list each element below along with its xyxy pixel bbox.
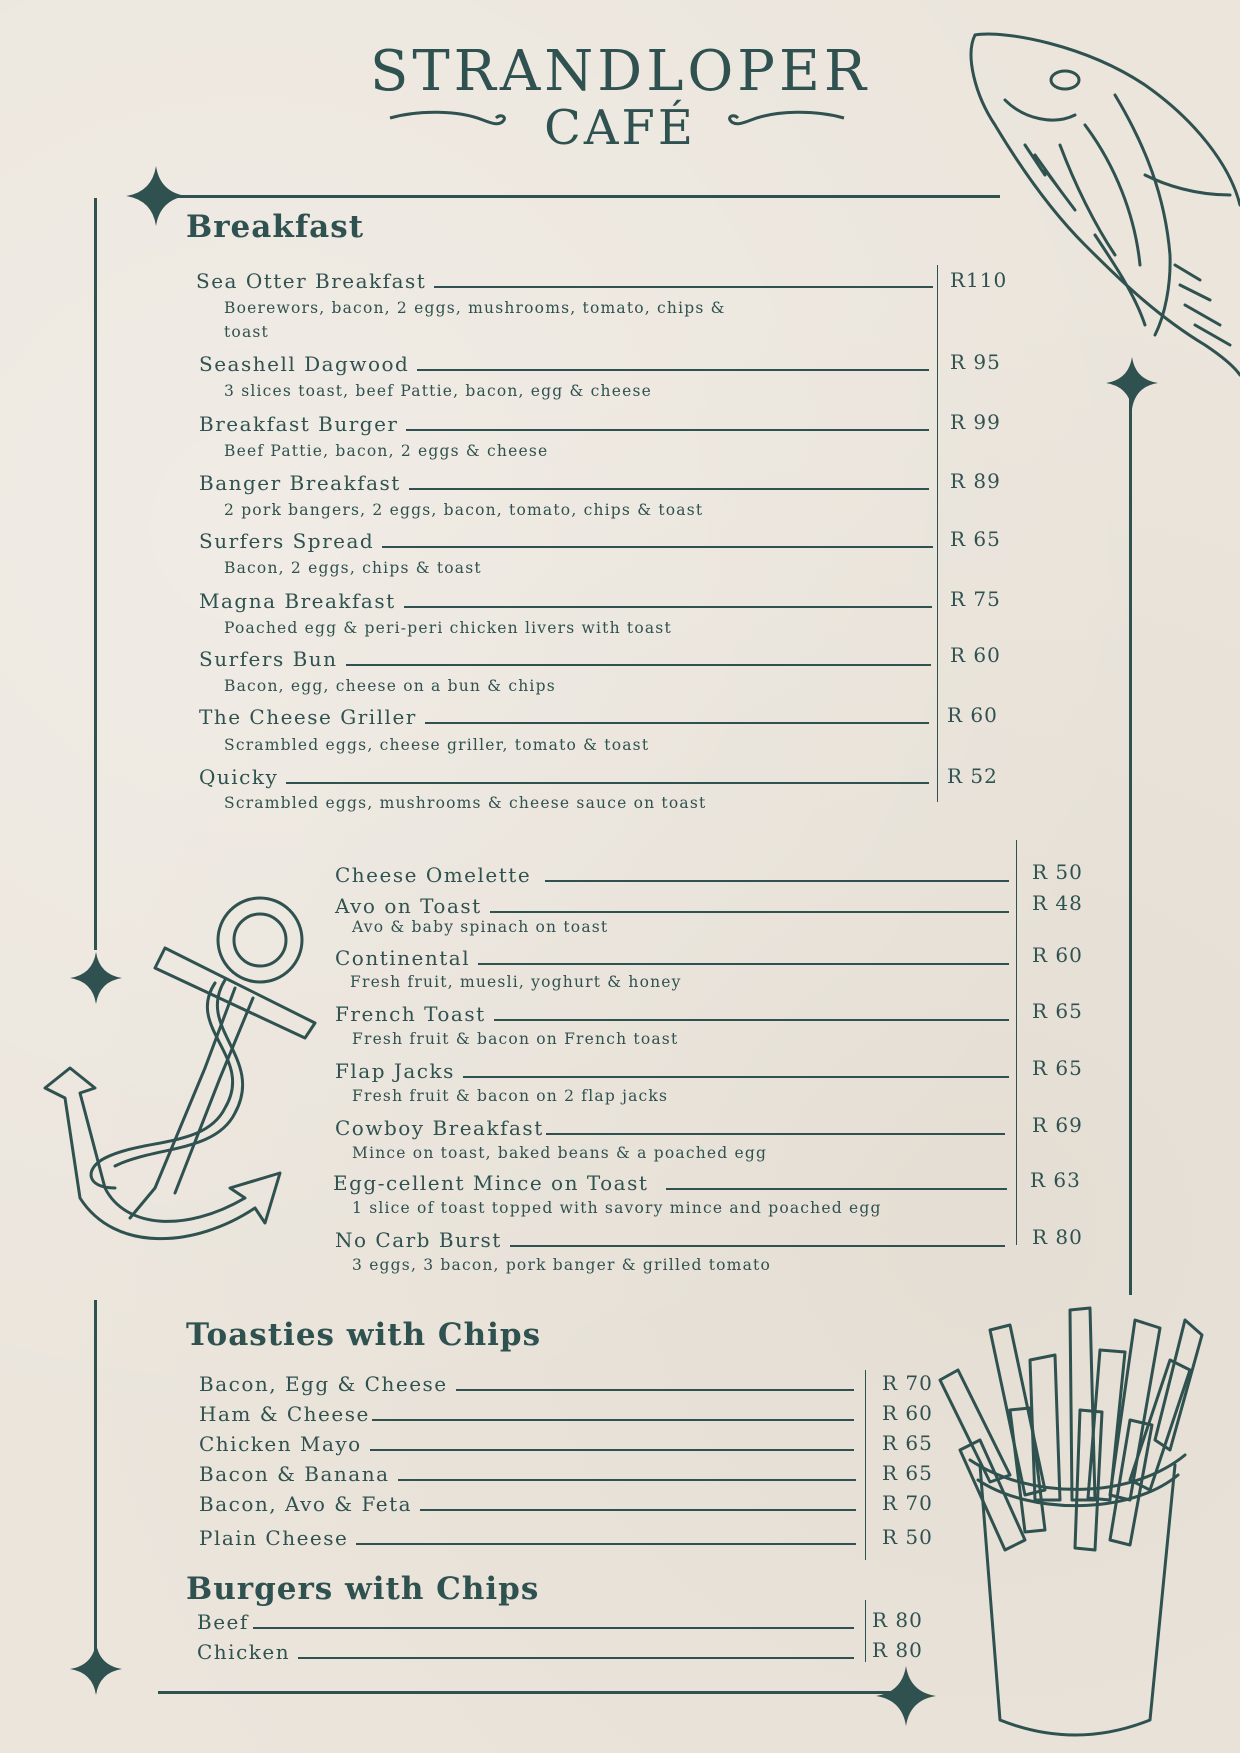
item-description: Bacon, 2 eggs, chips & toast [224, 559, 482, 577]
menu-item [199, 1398, 854, 1424]
burgers-price-divider [865, 1600, 866, 1662]
leader-line [494, 1019, 1009, 1021]
item-price: R 50 [882, 1525, 933, 1549]
item-description: Beef Pattie, bacon, 2 eggs & cheese [224, 442, 549, 460]
menu-item [335, 942, 1009, 968]
item-description: Fresh fruit, muesli, yoghurt & honey [350, 973, 682, 991]
frame-top-rule [150, 195, 1000, 198]
leader-line [398, 1479, 857, 1481]
item-description: Poached egg & peri-peri chicken livers with toast [224, 619, 672, 637]
item-name: Bacon, Avo & Feta [199, 1492, 413, 1516]
item-name: Bacon & Banana [199, 1462, 390, 1486]
menu-item [199, 1458, 856, 1484]
toasties-section-title: Toasties with Chips [186, 1317, 542, 1353]
item-price: R 80 [872, 1608, 923, 1632]
fries-icon [930, 1300, 1220, 1753]
menu-item [199, 467, 929, 493]
item-price: R 63 [1030, 1168, 1081, 1192]
leader-line [456, 1389, 854, 1391]
anchor-icon [25, 888, 315, 1273]
item-price: R 60 [1032, 943, 1083, 967]
item-price: R 70 [882, 1491, 933, 1515]
item-name: The Cheese Griller [199, 705, 417, 729]
menu-item [199, 1428, 854, 1454]
item-price: R 99 [950, 410, 1001, 434]
leader-line [409, 488, 929, 490]
leader-line [372, 1419, 854, 1421]
item-description: 1 slice of toast topped with savory mince and poached egg [352, 1199, 882, 1217]
breakfast-price-divider [937, 265, 938, 802]
leader-line [490, 911, 1009, 913]
sparkle-icon [876, 1666, 936, 1726]
item-price: R 60 [950, 643, 1001, 667]
menu-item [333, 1167, 1007, 1193]
item-description: Fresh fruit & bacon on 2 flap jacks [352, 1087, 669, 1105]
item-name: Continental [335, 946, 471, 970]
item-price: R 60 [882, 1401, 933, 1425]
item-name: Chicken [197, 1640, 291, 1664]
item-name: Seashell Dagwood [199, 352, 410, 376]
menu-item [335, 1055, 1009, 1081]
menu-item [197, 1606, 854, 1632]
burgers-section-title: Burgers with Chips [186, 1571, 540, 1607]
item-description: toast [224, 323, 269, 341]
leader-line [346, 664, 931, 666]
item-price: R 52 [947, 764, 998, 788]
menu-item [199, 348, 929, 374]
item-name: Surfers Spread [199, 529, 375, 553]
item-price: R 65 [950, 527, 1001, 551]
item-name: No Carb Burst [335, 1228, 502, 1252]
item-price: R 65 [882, 1461, 933, 1485]
menu-item [196, 265, 933, 291]
menu-item [199, 761, 929, 787]
menu-item [335, 859, 1009, 885]
item-price: R 65 [1032, 1056, 1083, 1080]
item-name: Flap Jacks [335, 1059, 455, 1083]
menu-item [199, 408, 929, 434]
item-name: Banger Breakfast [199, 471, 401, 495]
sparkle-icon [70, 1643, 122, 1695]
sparkle-icon [126, 166, 186, 226]
menu-item [335, 890, 1009, 916]
leader-line [463, 1076, 1009, 1078]
menu-item [199, 1522, 856, 1548]
leader-line [420, 1509, 856, 1511]
item-description: Avo & baby spinach on toast [352, 918, 609, 936]
item-name: French Toast [335, 1002, 486, 1026]
leader-line [425, 722, 929, 724]
menu-item [199, 525, 933, 551]
cafe-title-line1: STRANDLOPER [369, 39, 871, 104]
item-name: Breakfast Burger [199, 412, 399, 436]
item-name: Sea Otter Breakfast [196, 269, 427, 293]
leader-line [545, 880, 1009, 882]
flourish-right-icon [726, 108, 846, 138]
item-price: R 65 [882, 1431, 933, 1455]
leader-line [510, 1245, 1005, 1247]
item-description: 2 pork bangers, 2 eggs, bacon, tomato, chips & toast [224, 501, 704, 519]
leader-line [253, 1627, 854, 1629]
flourish-left-icon [388, 108, 508, 138]
item-price: R 95 [950, 350, 1001, 374]
menu-item [199, 1488, 856, 1514]
frame-left-rule-lower [94, 1300, 97, 1660]
item-name: Magna Breakfast [199, 589, 396, 613]
item-price: R 70 [882, 1371, 933, 1395]
menu-item [199, 1368, 854, 1394]
item-description: Scrambled eggs, mushrooms & cheese sauce on toast [224, 794, 707, 812]
leader-line [666, 1188, 1007, 1190]
leader-line [404, 606, 932, 608]
leader-line [382, 546, 933, 548]
item-description: 3 eggs, 3 bacon, pork banger & grilled tomato [352, 1256, 771, 1274]
menu-item [199, 585, 932, 611]
toasties-price-divider [865, 1370, 866, 1560]
leader-line [286, 782, 929, 784]
frame-right-rule [1129, 390, 1132, 1295]
leader-line [356, 1543, 856, 1545]
leader-line [417, 369, 929, 371]
item-name: Plain Cheese [199, 1526, 349, 1550]
breakfast2-price-divider [1016, 840, 1017, 1245]
menu-item [197, 1636, 854, 1662]
item-name: Egg-cellent Mince on Toast [333, 1171, 649, 1195]
item-price: R 65 [1032, 999, 1083, 1023]
item-name: Avo on Toast [335, 894, 482, 918]
frame-bottom-rule [158, 1691, 918, 1694]
menu-item [335, 1224, 1005, 1250]
item-name: Cheese Omelette [335, 863, 532, 887]
item-name: Surfers Bun [199, 647, 338, 671]
fish-icon [965, 25, 1240, 405]
leader-line [370, 1449, 854, 1451]
leader-line [298, 1657, 854, 1659]
frame-left-rule-upper [94, 198, 97, 950]
leader-line [406, 429, 929, 431]
item-price: R 50 [1032, 860, 1083, 884]
item-price: R 75 [950, 587, 1001, 611]
leader-line [434, 286, 933, 288]
item-price: R 48 [1032, 891, 1083, 915]
item-description: Mince on toast, baked beans & a poached egg [352, 1144, 768, 1162]
item-description: Scrambled eggs, cheese griller, tomato & toast [224, 736, 650, 754]
menu-item [199, 643, 931, 669]
item-description: Bacon, egg, cheese on a bun & chips [224, 677, 556, 695]
item-price: R110 [950, 268, 1008, 292]
item-price: R 80 [872, 1638, 923, 1662]
item-price: R 60 [947, 703, 998, 727]
item-name: Cowboy Breakfast [335, 1116, 544, 1140]
item-description: Fresh fruit & bacon on French toast [352, 1030, 679, 1048]
menu-item [335, 998, 1009, 1024]
leader-line [546, 1133, 1005, 1135]
item-price: R 69 [1032, 1113, 1083, 1137]
item-price: R 80 [1032, 1225, 1083, 1249]
item-name: Quicky [199, 765, 279, 789]
cafe-title-line2: CAFÉ [544, 100, 696, 156]
item-description: Boerewors, bacon, 2 eggs, mushrooms, tomato, chips & [224, 299, 726, 317]
leader-line [478, 963, 1009, 965]
item-name: Ham & Cheese [199, 1402, 370, 1426]
breakfast-section-title: Breakfast [186, 209, 365, 245]
item-price: R 89 [950, 469, 1001, 493]
item-name: Chicken Mayo [199, 1432, 362, 1456]
item-description: 3 slices toast, beef Pattie, bacon, egg & cheese [224, 382, 652, 400]
item-name: Bacon, Egg & Cheese [199, 1372, 448, 1396]
menu-item [199, 701, 929, 727]
menu-item [335, 1112, 1005, 1138]
item-name: Beef [197, 1610, 249, 1634]
